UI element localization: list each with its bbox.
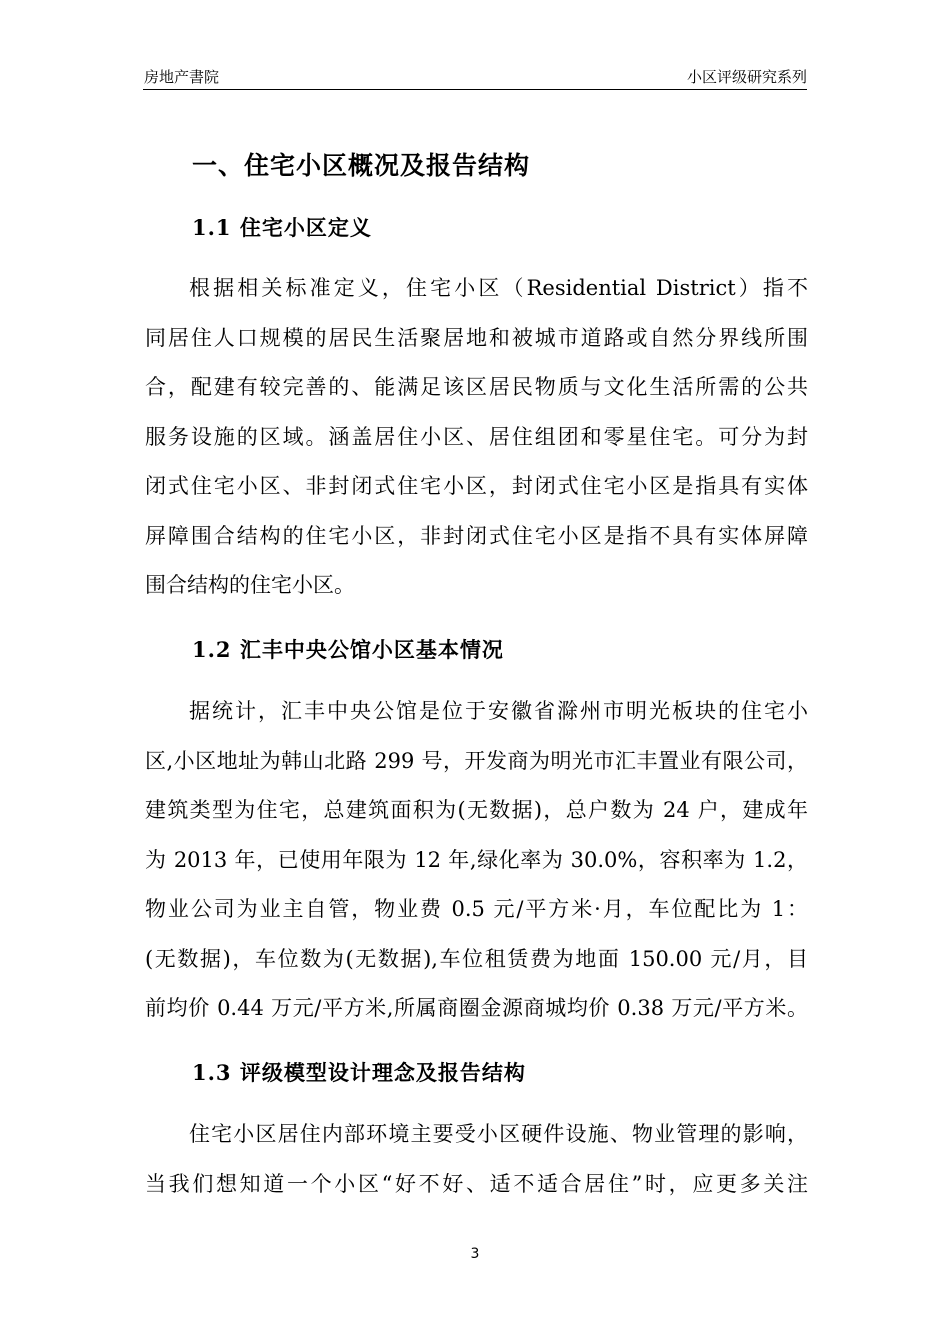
- section-body-1-2: [145, 687, 808, 1034]
- body-line: 物业公司为业主自管，物业费 0.5 元/平方米·月，车位配比为 1：: [145, 897, 808, 921]
- body-line: 据统计，汇丰中央公馆是位于安徽省滁州市明光板块的住宅小: [189, 699, 808, 723]
- header-right-title: 小区评级研究系列: [686, 68, 807, 86]
- section-heading-1-1: 1.1 住宅小区定义: [192, 215, 372, 240]
- body-line: 区,小区地址为韩山北路 299 号，开发商为明光市汇丰置业有限公司，: [145, 748, 808, 773]
- section-body-1-1: [145, 264, 808, 611]
- body-line: 围合结构的住宅小区。: [145, 573, 355, 597]
- body-line: 住宅小区居住内部环境主要受小区硬件设施、物业管理的影响，: [189, 1122, 808, 1146]
- section-heading-1-3: 1.3 评级模型设计理念及报告结构: [192, 1060, 526, 1085]
- body-line: 为 2013 年，已使用年限为 12 年,绿化率为 30.0%，容积率为 1.2，: [145, 847, 808, 872]
- body-line: 建筑类型为住宅，总建筑面积为(无数据)，总户数为 24 户，建成年: [145, 798, 808, 822]
- body-line: 根据相关标准定义，住宅小区（Residential District）指不: [189, 276, 808, 300]
- body-line: 同居住人口规模的居民生活聚居地和被城市道路或自然分界线所围: [145, 325, 808, 350]
- section-body-1-3: [145, 1110, 808, 1209]
- body-line: 当我们想知道一个小区“好不好、适不适合居住”时，应更多关注: [145, 1171, 808, 1196]
- chapter-title: 一、住宅小区概况及报告结构: [192, 151, 531, 180]
- page-number: 3: [470, 1246, 480, 1262]
- header-left-title: 房地产書院: [144, 68, 220, 86]
- body-line: 前均价 0.44 万元/平方米,所属商圈金源商城均价 0.38 万元/平方米。: [145, 996, 808, 1020]
- body-line: 闭式住宅小区、非封闭式住宅小区，封闭式住宅小区是指具有实体: [145, 474, 808, 498]
- header-divider: [143, 89, 807, 90]
- body-line: (无数据)，车位数为(无数据),车位租赁费为地面 150.00 元/月，目: [145, 946, 808, 971]
- body-line: 服务设施的区域。涵盖居住小区、居住组团和零星住宅。可分为封: [145, 424, 808, 449]
- body-line: 屏障围合结构的住宅小区，非封闭式住宅小区是指不具有实体屏障: [145, 523, 808, 548]
- section-heading-1-2: 1.2 汇丰中央公馆小区基本情况: [192, 637, 504, 662]
- body-line: 合，配建有较完善的、能满足该区居民物质与文化生活所需的公共: [145, 375, 808, 399]
